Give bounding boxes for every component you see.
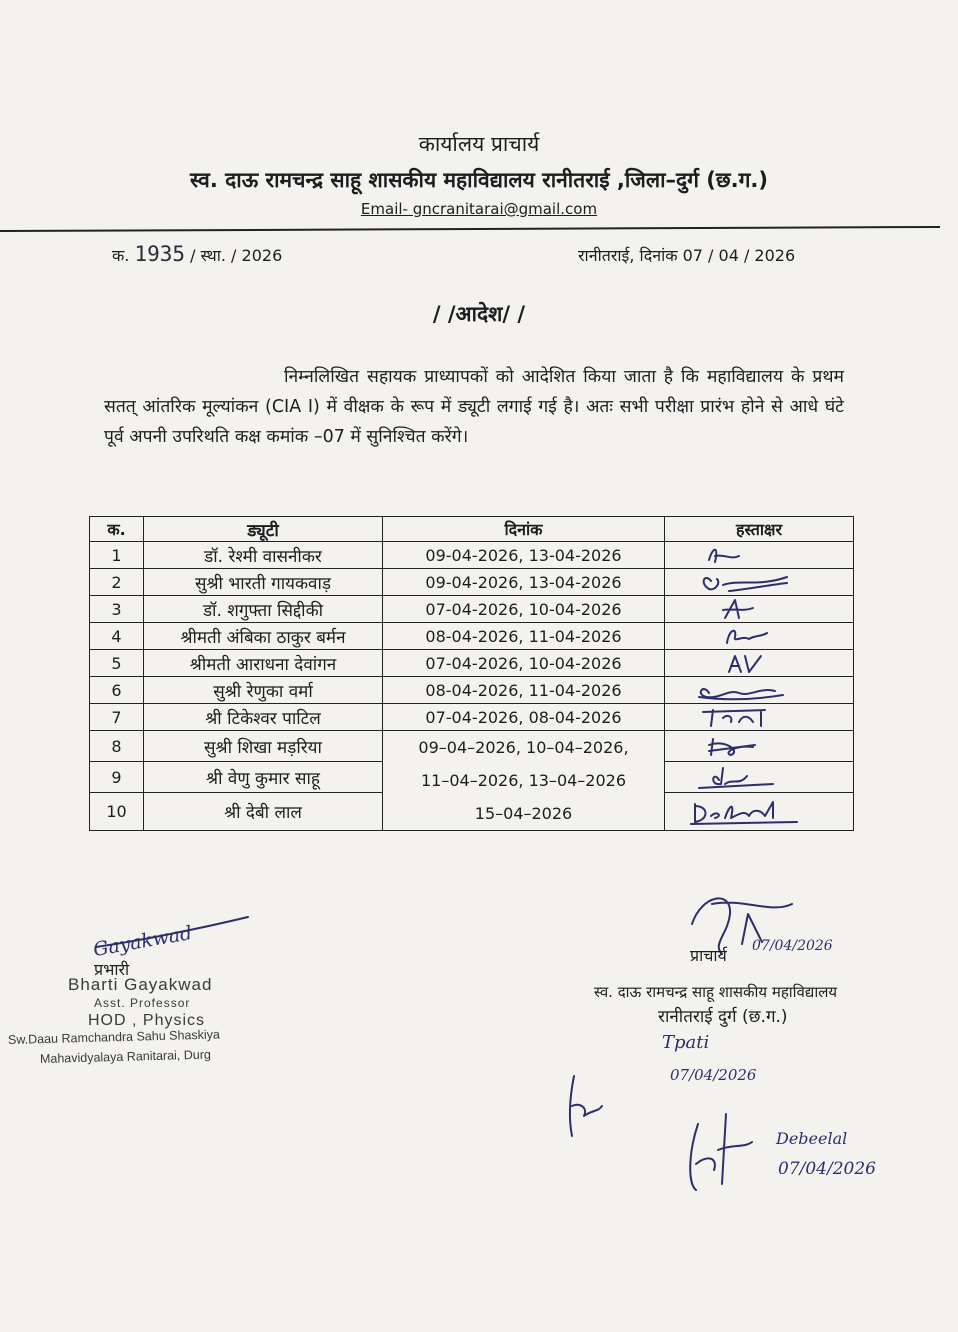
tpati-signature <box>656 1024 806 1094</box>
row-number: 3 <box>90 596 144 623</box>
merged-dates <box>383 731 665 831</box>
header-divider <box>0 226 940 232</box>
row-signature <box>665 596 854 623</box>
principal-role: प्राचार्य <box>690 946 727 965</box>
row-dates: 09-04-2026, 13-04-2026 <box>383 542 665 569</box>
header-serial: क. <box>90 517 144 542</box>
tpati-signature-text: Tpati <box>662 1032 710 1053</box>
incharge-signature-text: Gayakwad <box>91 921 194 961</box>
order-date: रानीतराई, दिनांक 07 / 04 / 2026 <box>578 246 796 265</box>
incharge-dept: HOD , Physics <box>88 1012 206 1029</box>
signature-scribble <box>669 677 849 703</box>
signature-scribble <box>669 542 849 568</box>
table-row <box>90 569 854 596</box>
table-row <box>90 704 854 731</box>
principal-institution-line2: रानीतराई दुर्ग (छ.ग.) <box>658 1007 788 1027</box>
reference-number-handwritten: 1935 <box>134 242 186 266</box>
merged-date-line: 11–04–2026, 13–04–2026 <box>420 771 627 790</box>
signature-scribble <box>669 596 849 622</box>
row-number: 2 <box>90 569 144 596</box>
row-signature <box>665 650 854 677</box>
tpati-handwritten-date: 07/04/2026 <box>670 1066 757 1084</box>
header-date: दिनांक <box>383 517 665 542</box>
incharge-signature <box>88 895 258 961</box>
row-dates: 08-04-2026, 11-04-2026 <box>383 677 665 704</box>
row-signature <box>665 793 854 831</box>
row-name: श्री टिकेश्वर पाटिल <box>144 704 383 731</box>
row-number: 8 <box>90 731 144 762</box>
extra-signature <box>556 1066 616 1146</box>
debeelal-signature-text: Debeelal <box>776 1129 848 1148</box>
row-number: 5 <box>90 650 144 677</box>
table-row <box>90 731 854 762</box>
debeelal-handwritten-date: 07/04/2026 <box>778 1159 876 1179</box>
incharge-institution-line2: Mahavidyalaya Ranitarai, Durg <box>39 1047 212 1066</box>
row-dates: 07-04-2026, 08-04-2026 <box>383 704 665 731</box>
row-dates: 09-04-2026, 13-04-2026 <box>383 569 665 596</box>
row-name: डॉ. रेश्मी वासनीकर <box>144 542 383 569</box>
row-signature <box>665 704 854 731</box>
row-signature <box>665 623 854 650</box>
row-number: 4 <box>90 623 144 650</box>
signature-scribble <box>669 733 849 759</box>
table-row <box>90 677 854 704</box>
row-name: सुश्री रेणुका वर्मा <box>144 677 383 704</box>
row-dates: 07-04-2026, 10-04-2026 <box>383 596 665 623</box>
reference-number <box>112 242 282 266</box>
incharge-name: Bharti Gayakwad <box>68 975 213 994</box>
row-name: सुश्री शिखा मड़रिया <box>144 731 383 762</box>
debeelal-signature <box>772 1118 922 1188</box>
row-dates: 07-04-2026, 10-04-2026 <box>383 650 665 677</box>
reference-prefix: क. <box>112 246 130 265</box>
row-number: 1 <box>90 542 144 569</box>
table-header-row <box>90 517 854 542</box>
row-dates: 08-04-2026, 11-04-2026 <box>383 623 665 650</box>
office-title: कार्यालय प्राचार्य <box>418 132 540 156</box>
principal-institution-line1: स्व. दाऊ रामचन्द्र साहू शासकीय महाविद्यालय <box>594 983 838 1001</box>
header-signature: हस्ताक्षर <box>665 517 854 542</box>
row-name: श्री देबी लाल <box>144 793 383 831</box>
incharge-role: प्रभारी <box>94 960 130 979</box>
row-signature <box>665 569 854 596</box>
principal-handwritten-date: 07/04/2026 <box>752 938 833 954</box>
signature-scribble <box>669 764 849 790</box>
merged-date-line: 15–04–2026 <box>474 804 573 823</box>
table-row <box>90 623 854 650</box>
duty-table <box>89 516 854 831</box>
row-number: 9 <box>90 762 144 793</box>
signature-scribble <box>669 704 849 730</box>
order-body: निम्नलिखित सहायक प्राध्यापकों को आदेशित किया जाता है कि महाविद्यालय के प्रथम सतत् आंतरिक मूल्यांकन (CIA I) में वीक्षक के रूप में ड्यूटी लगाई गई है। अतः सभी परीक्षा प्रारंभ होने से आधे घंटे पूर्व अपनी उपरिथति कक्ष कमांक –07 में सुनिश्चित करेंगे। <box>104 367 844 447</box>
signature-scribble <box>669 796 849 828</box>
table-row <box>90 542 854 569</box>
row-number: 10 <box>90 793 144 831</box>
row-number: 6 <box>90 677 144 704</box>
row-name: श्रीमती आराधना देवांगन <box>144 650 383 677</box>
row-signature <box>665 762 854 793</box>
row-number: 7 <box>90 704 144 731</box>
row-signature <box>665 731 854 762</box>
reference-suffix: / स्था. / 2026 <box>190 246 283 265</box>
row-name: श्रीमती अंबिका ठाकुर बर्मन <box>144 623 383 650</box>
row-name: डॉ. शगुफ्ता सिद्दीकी <box>144 596 383 623</box>
incharge-title: Asst. Professor <box>94 996 191 1010</box>
extra-signature <box>678 1104 768 1194</box>
signature-scribble <box>669 623 849 649</box>
email-address: Email- gncranitarai@gmail.com <box>360 200 598 218</box>
signature-scribble <box>669 569 849 595</box>
merged-date-line: 09–04–2026, 10–04–2026, <box>418 738 629 757</box>
college-name: स्व. दाऊ रामचन्द्र साहू शासकीय महाविद्यालय रानीतराई ,जिला–दुर्ग (छ.ग.) <box>189 168 769 192</box>
table-row <box>90 596 854 623</box>
signature-scribble <box>669 650 849 676</box>
incharge-institution-line1: Sw.Daau Ramchandra Sahu Shaskiya <box>7 1027 221 1047</box>
order-title: / /आदेश/ / <box>432 302 526 326</box>
row-name: सुश्री भारती गायकवाड़ <box>144 569 383 596</box>
header-duty: ड्यूटी <box>144 517 383 542</box>
row-name: श्री वेणु कुमार साहू <box>144 762 383 793</box>
row-signature <box>665 542 854 569</box>
table-row <box>90 650 854 677</box>
row-signature <box>665 677 854 704</box>
